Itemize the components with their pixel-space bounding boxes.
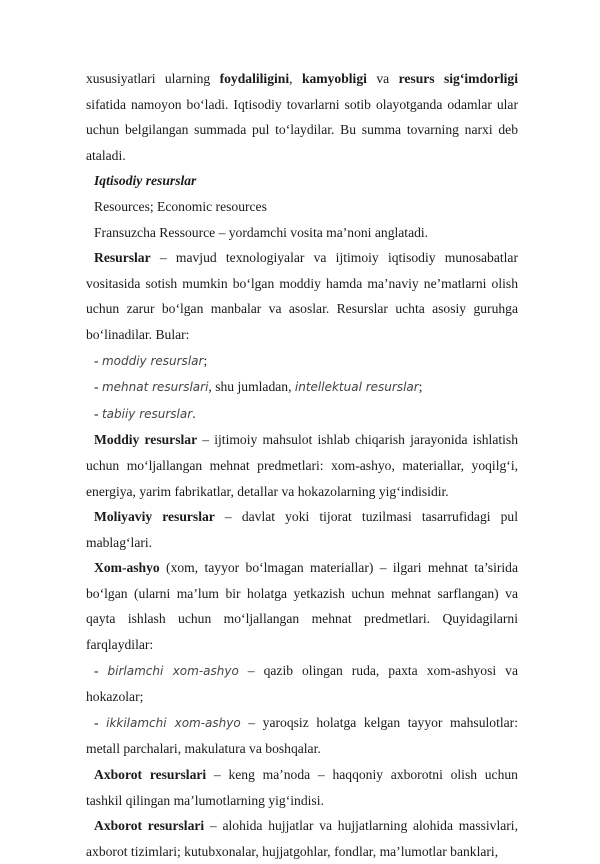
term-moddiy-resurslar: Moddiy resurslar [94,432,198,448]
list-item: - mehnat resurslari, shu jumladan, intellektual resurslar; [94,379,423,395]
term-xom-ashyo: Xom-ashyo [94,560,160,576]
english-translation-line: Resources; Economic resources [94,198,267,214]
term-moliyaviy-resurslar: Moliyaviy resurslar [94,509,215,525]
paragraph-axborot-resurslari-1: Axborot resurslari – keng ma’noda – haqqoniy axborotni olish uchun tashkil qilingan ma’lumotlarning yig‘indisi. [86,767,518,808]
term-foydaliligini: foydaliligini [219,71,290,86]
paragraph-intro: xususiyatlari ularning foydaliligini, kamyobligi va resurs sig‘imdorligi sifatida namoyon bo‘ladi. Iqtisodiy tovarlarni sotib olayotganda odamlar ular uchun belgilangan summada pul to‘laydilar. Bu summa tovarning narxi deb ataladi. [86,71,518,163]
paragraph-axborot-resurslari-2: Axborot resurslari – alohida hujjatlar va hujjatlarning alohida massivlari, axborot tizimlari; kutubxonalar, hujjatgohlar, fondlar, ma’lumotlar banklari, [86,818,518,859]
list-item: - ikkilamchi xom-ashyo – yaroqsiz holatga kelgan tayyor mahsulotlar: metall parchalari, makulatura va boshqalar. [86,714,518,757]
list-item: - tabiiy resurslar. [94,405,196,421]
list-item: - moddiy resurslar; [94,352,208,368]
section-heading: Iqtisodiy resurslar [94,173,197,189]
paragraph-moliyaviy-resurslar: Moliyaviy resurslar – davlat yoki tijorat tuzilmasi tasarrufidagi pul mablag‘lari. [86,509,518,550]
list-item: - birlamchi xom-ashyo – qazib olingan ruda, paxta xom-ashyosi va hokazolar; [86,662,518,705]
paragraph-xom-ashyo: Xom-ashyo (xom, tayyor bo‘lmagan materiallar) – ilgari mehnat ta’sirida bo‘lgan (ularni ma’lum bir holatga yetkazish uchun mehnat sarflangan) va qayta ishlash uchun mo‘ljallangan mehnat predmetlari. Quyidagilarni farqlaydilar: [86,560,518,653]
term-resurs-sigimdorligi: resurs sig‘imdorligi [398,71,518,86]
term-axborot-resurslari: Axborot resurslari [94,767,207,783]
term-kamyobligi: kamyobligi [301,71,367,86]
french-origin-line: Fransuzcha Ressource – yordamchi vosita ma’noni anglatadi. [94,224,429,240]
paragraph-resurslar: Resurslar – mavjud texnologiyalar va ijtimoiy iqtisodiy munosabatlar vositasida sotish mumkin bo‘lgan moddiy hamda ma’naviy ne’matlarni olish uchun zarur bo‘lgan manbalar va asoslar. Resurslar uchta asosiy guruhga bo‘linadilar. Bular: [86,250,518,342]
term-axborot-resurslari: Axborot resurslari [94,818,205,834]
paragraph-moddiy-resurslar: Moddiy resurslar – ijtimoiy mahsulot ishlab chiqarish jarayonida ishlatish uchun mo‘ljallangan mehnat predmetlari: xom-ashyo, materiallar, yoqilg‘i, energiya, yarim fabrikatlar, detallar va hokazolarning yig‘indisidir. [86,432,518,499]
term-resurslar: Resurslar [94,250,151,266]
